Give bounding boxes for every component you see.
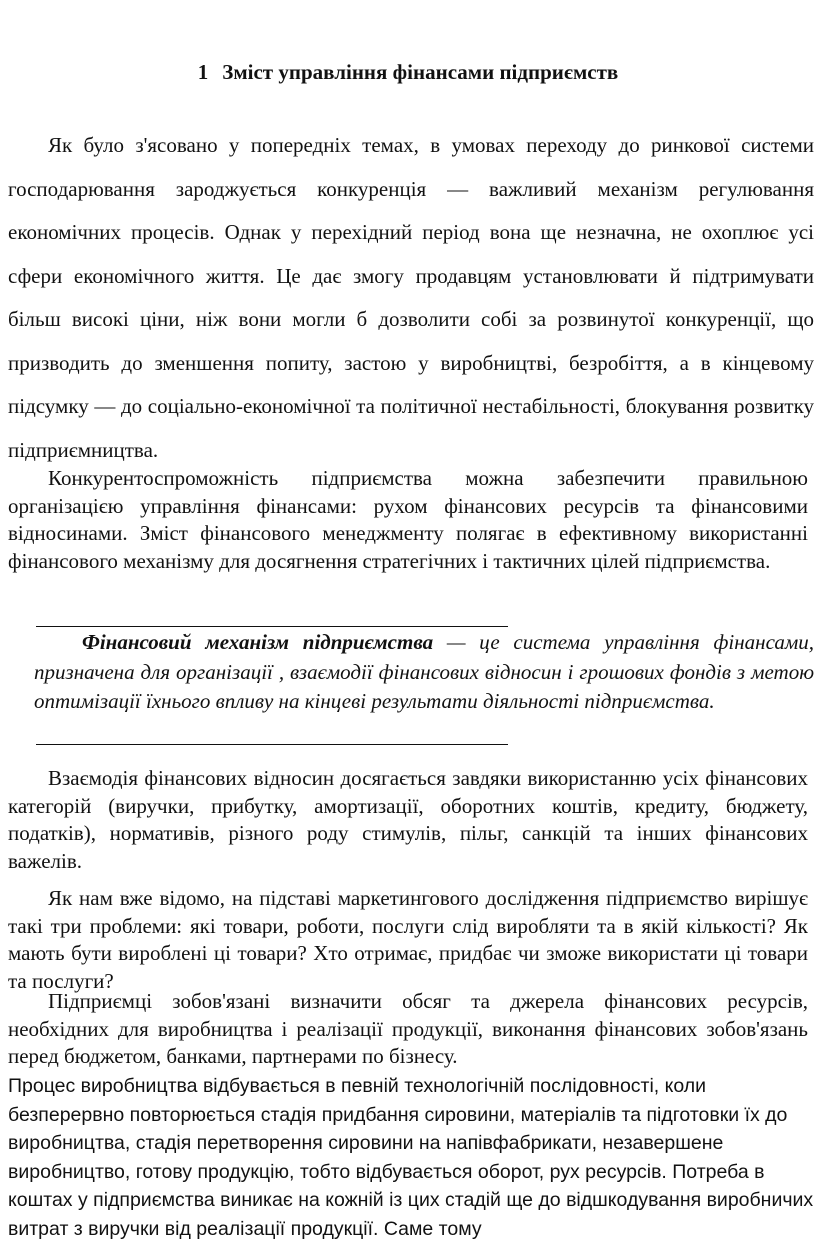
section-title: Зміст управління фінансами підприємств bbox=[222, 60, 619, 84]
definition-text: — це система управління фінансами, призначена для організації , взаємодії фінансових відносин і грошових фондів з метою оптимізації їхнього впливу на кінцеві результати діяльності підприємства. bbox=[34, 630, 814, 713]
section-number: 1 bbox=[197, 60, 209, 84]
definition-block bbox=[34, 628, 814, 717]
definition-bottom-rule bbox=[36, 744, 508, 745]
paragraph-intro: Як було з'ясовано у попередніх темах, в умовах переходу до ринкової системи господарювання зароджується конкуренція — важливий механізм регулювання економічних процесів. Однак у перехідний період вона ще незначна, не охоплює усі сфери економічного життя. Це дає змогу продавцям установлювати й підтримувати більш високі ціни, ніж вони могли б дозволити собі за розвинутої конкуренції, що призводить до зменшення попиту, застою у виробництві, безробіття, а в кінцевому підсумку — до соціально-економічної та політичної нестабільності, блокування розвитку підприємництва. bbox=[8, 133, 814, 462]
paragraph-entrepreneurs: Підприємці зобов'язані визначити обсяг та джерела фінансових ресурсів, необхідних для виробництва і реалізації продукції, виконання фінансових зобов'язань перед бюджетом, банками, партнерами по бізнесу. bbox=[8, 989, 808, 1068]
paragraph-competitiveness: Конкурентоспроможність підприємства можна забезпечити правильною організацією управління фінансами: рухом фінансових ресурсів та фінансовими відносинами. Зміст фінансового менеджменту полягає в ефективному використанні фінансового механізму для досягнення стратегічних і тактичних цілей підприємства. bbox=[8, 466, 808, 573]
paragraph-production-process: Процес виробництва відбувається в певній технологічній послідовності, коли безперервно повторюється стадія придбання сировини, матеріалів та підготовки їх до виробництва, стадія перетворення сировини на напівфабрикати, незавершене виробництво, готову продукцію, тобто відбувається оборот, рух ресурсів. Потреба в коштах у підприємства виникає на кожній із цих стадій ще до відшкодування виробничих витрат з виручки від реалізації продукції. Саме тому bbox=[8, 1075, 814, 1240]
page-title bbox=[0, 60, 816, 85]
paragraph-interaction: Взаємодія фінансових відносин досягається завдяки використанню усіх фінансових категорій (виручки, прибутку, амортизації, оборотних коштів, кредиту, бюджету, податків), нормативів, різного роду стимулів, пільг, санкцій та інших фінансових важелів. bbox=[8, 766, 808, 873]
paragraph-marketing: Як нам вже відомо, на підставі маркетингового дослідження підприємство вирішує такі три проблеми: які товари, роботи, послуги слід виробляти та в якій кількості? Як мають бути вироблені ці товари? Хто отримає, придбає чи зможе використати ці товари та послуги? bbox=[8, 886, 808, 993]
definition-top-rule bbox=[36, 626, 508, 627]
definition-term: Фінансовий механізм підприємства bbox=[82, 630, 434, 654]
